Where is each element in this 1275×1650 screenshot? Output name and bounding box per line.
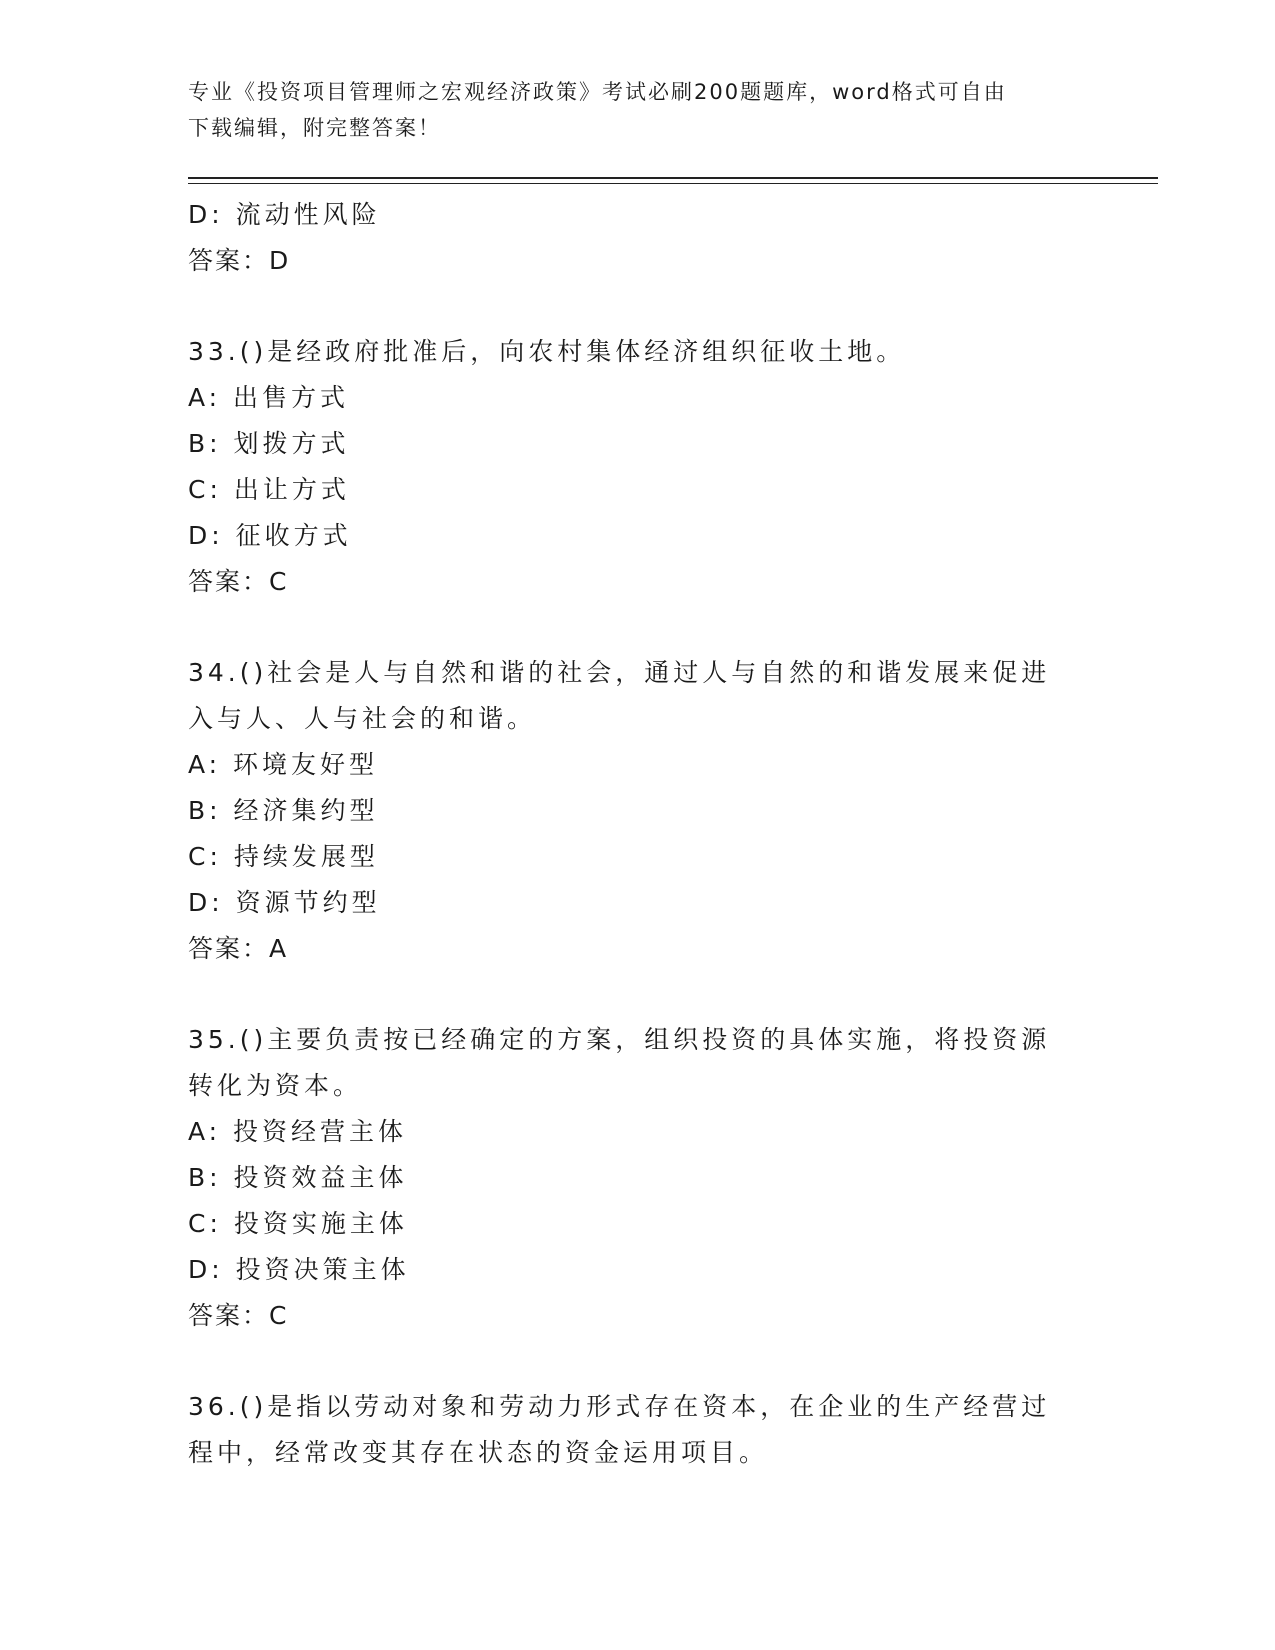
header-divider-thin [188,183,1158,184]
answer-line: 答案：C [188,1301,289,1330]
answer-line: 答案：D [188,246,291,275]
option-a: A: 环境友好型 [188,750,379,779]
option-d: D: 流动性风险 [188,200,381,229]
question-stem: 33.()是经政府批准后，向农村集体经济组织征收土地。 [188,337,906,366]
answer-line: 答案：C [188,567,289,596]
question-stem: 34.()社会是人与自然和谐的社会，通过人与自然的和谐发展来促进入与人、人与社会的和谐。 [188,658,1051,733]
question-stem: 36.()是指以劳动对象和劳动力形式存在资本，在企业的生产经营过程中，经常改变其存在状态的资金运用项目。 [188,1392,1051,1467]
option-d: D: 征收方式 [188,521,352,550]
question-34 [188,650,1088,972]
header-line-1: 专业《投资项目管理师之宏观经济政策》考试必刷200题题库，word格式可自由 [188,80,1007,104]
question-33 [188,329,1088,605]
option-b: B: 投资效益主体 [188,1163,408,1192]
option-a: A: 投资经营主体 [188,1117,408,1146]
question-36 [188,1384,1088,1476]
option-a: A: 出售方式 [188,383,350,412]
question-list [188,192,1088,1476]
option-d: D: 投资决策主体 [188,1255,410,1284]
header-divider-thick [188,177,1158,179]
option-c: C: 持续发展型 [188,842,379,871]
option-b: B: 划拨方式 [188,429,350,458]
option-c: C: 投资实施主体 [188,1209,408,1238]
option-d: D: 资源节约型 [188,888,381,917]
option-c: C: 出让方式 [188,475,350,504]
question-stem: 35.()主要负责按已经确定的方案，组织投资的具体实施，将投资源转化为资本。 [188,1025,1051,1100]
document-header [188,74,1068,146]
question-35 [188,1017,1088,1339]
header-line-2: 下载编辑，附完整答案！ [188,116,441,140]
answer-line: 答案：A [188,934,289,963]
option-b: B: 经济集约型 [188,796,379,825]
